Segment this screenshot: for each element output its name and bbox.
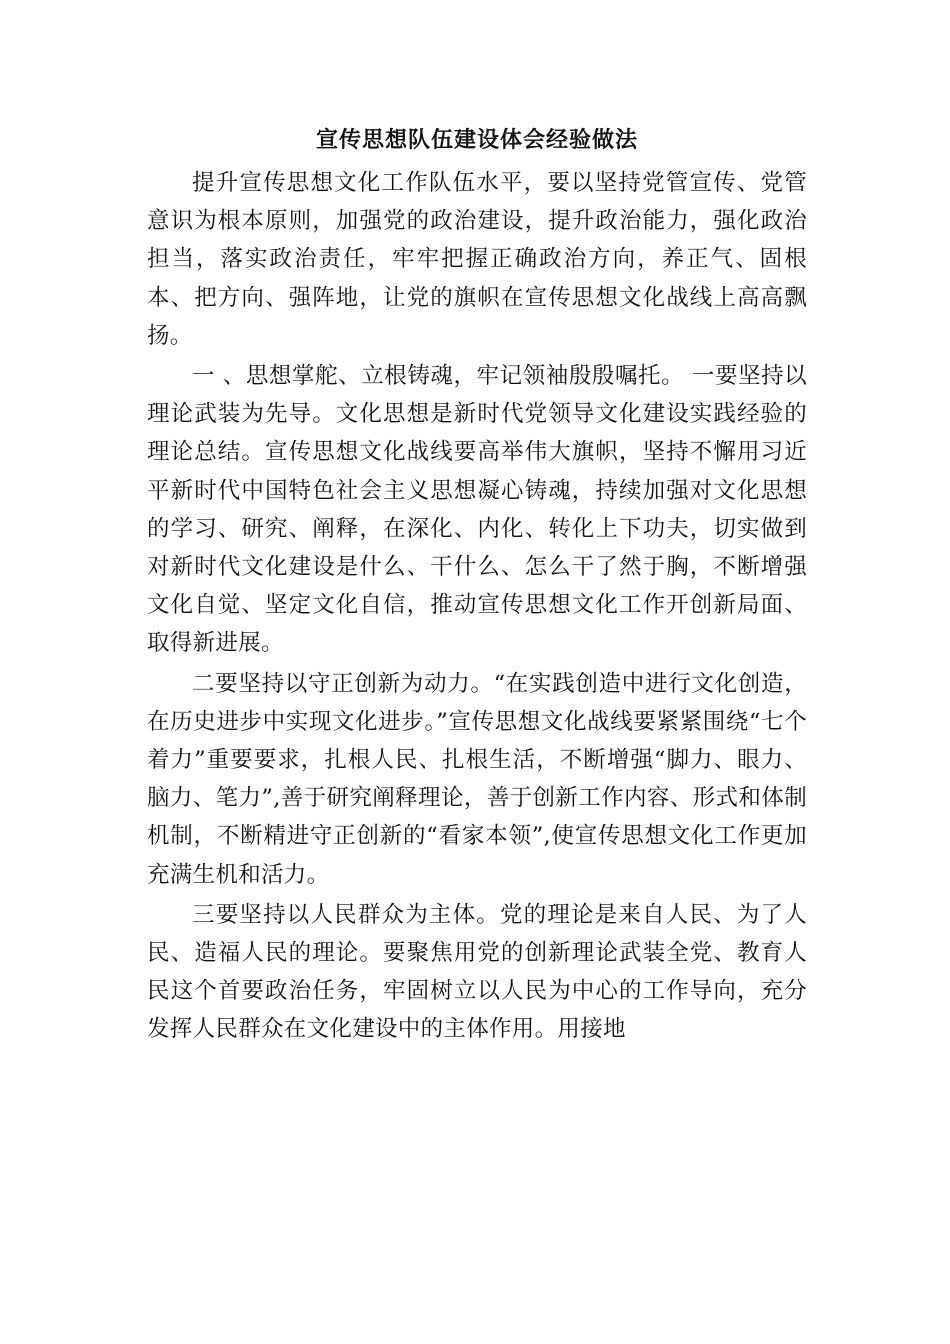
paragraph-section-one: 一 、思想掌舵、立根铸魂，牢记领袖殷殷嘱托。 一要坚持以理论武装为先导。文化思想是新时代党领导文化建设实践经验的理论总结。宣传思想文化战线要高举伟大旗帜，坚持不懈用习近平新时代中国特色社会主义思想凝心铸魂，持续加强对文化思想的学习、研究、阐释，在深化、内化、转化上下功夫，切实做到对新时代文化建设是什么、干什么、怎么干了然于胸，不断增强文化自觉、坚定文化自信，推动宣传思想文化工作开创新局面、取得新进展。: [147, 363, 807, 657]
paragraph-intro: 提升宣传思想文化工作队伍水平，要以坚持党管宣传、党管意识为根本原则，加强党的政治建设，提升政治能力，强化政治担当，落实政治责任，牢牢把握正确政治方向，养正气、固根本、把方向、强阵地，让党的旗帜在宣传思想文化战线上高高飘扬。: [147, 170, 807, 349]
paragraph-section-three: 三要坚持以人民群众为主体。党的理论是来自人民、为了人民、造福人民的理论。要聚焦用党的创新理论武装全党、教育人民这个首要政治任务，牢固树立以人民为中心的工作导向，充分发挥人民群众在文化建设中的主体作用。用接地: [147, 901, 807, 1043]
document-page: [147, 118, 807, 1049]
document-title: 宣传思想队伍建设体会经验做法: [315, 127, 638, 153]
paragraph-section-two: 二要坚持以守正创新为动力。“在实践创造中进行文化创造，在历史进步中实现文化进步。”宣传思想文化战线要紧紧围绕“七个着力”重要要求，扎根人民、扎根生活，不断增强“脚力、眼力、脑力、笔力”,善于研究阐释理论，善于创新工作内容、形式和体制机制，不断精进守正创新的“看家本领”,使宣传思想文化工作更加充满生机和活力。: [147, 670, 807, 888]
